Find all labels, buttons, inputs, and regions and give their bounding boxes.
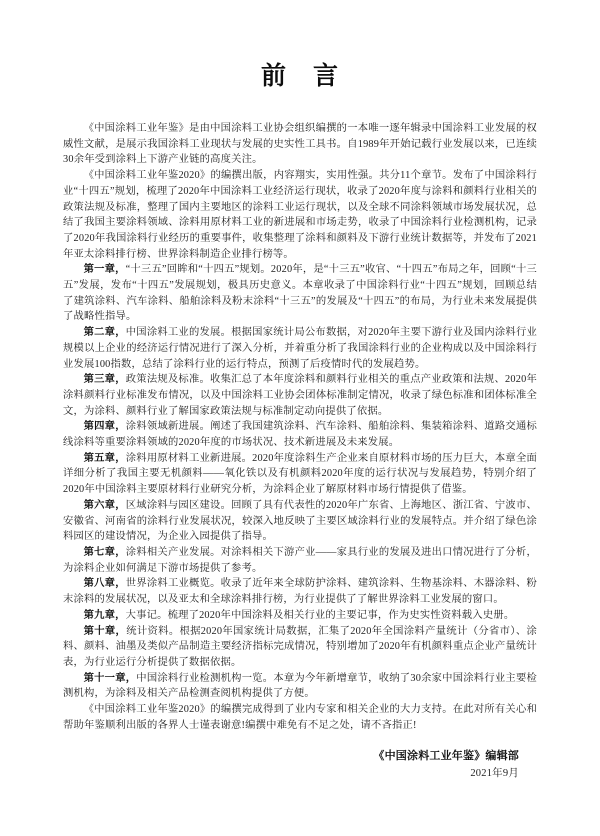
chapter-5-paragraph [63,451,537,498]
chapter-7-label: 第七章， [83,546,126,558]
paragraph-text: 中国涂料工业的发展。根据国家统计局公布数据，对2020年主要下游行业及国内涂料行业规模以上企业的经济运行情况进行了深入分析，并着重分析了我国涂料行业的企业构成以及中国涂料行业发展100指数，总结了涂料行业的运行特点，预测了后疫情时代的发展趋势。 [63,327,537,370]
chapter-1-label: 第一章， [83,264,126,276]
chapter-9-label: 第九章， [83,609,126,621]
paragraph-text: 区域涂料与园区建设。回顾了具有代表性的2020年广东省、上海地区、浙江省、宁波市、安徽省、河南省的涂料行业发展状况，较深入地反映了主要区域涂料行业的发展特点。并介绍了绿色涂料园区的建设情况，为企业入园提供了指导。 [63,499,537,543]
chapter-1-paragraph [63,262,537,325]
paragraph-text: 涂料相关产业发展。对涂料相关下游产业——家具行业的发展及进出口情况进行了分析，为涂料企业如何满足下游市场提供了参考。 [63,546,537,574]
paragraph-text: 世界涂料工业概览。收录了近年来全球防护涂料、建筑涂料、生物基涂料、木器涂料、粉末涂料的发展状况，以及亚太和全球涂料排行榜，为行业提供了了解世界涂料工业发展的窗口。 [63,578,537,606]
paragraph-text: 《中国涂料工业年鉴》是由中国涂料工业协会组织编撰的一本唯一逐年辑录中国涂料工业发展的权威性文献，是展示我国涂料工业现状与发展的史实性工具书。自1989年开始记载行业发展以来，已连续30余年受到涂料上下游产业链的高度关注。 [63,123,537,166]
chapter-10-paragraph [63,624,537,671]
paragraph-text: 《中国涂料工业年鉴2020》的编撰完成得到了业内专家和相关企业的大力支持。在此对所有关心和帮助年鉴顺利出版的各界人士谨表谢意!编撰中难免有不足之处，请不吝指正! [63,704,537,731]
signature-editor: 《中国涂料工业年鉴》编辑部 [373,750,519,763]
chapter-2-label: 第二章， [83,327,126,339]
chapter-8-paragraph [63,576,537,607]
signature-date: 2021年9月 [470,768,519,780]
chapter-11-paragraph [63,671,537,702]
paragraph-text: 政策法规及标准。收集汇总了本年度涂料和颜料行业相关的重点产业政策和法规、2020年涂料颜料行业标准发布情况，以及中国涂料工业协会团体标准制定情况，收录了绿色标准和团体标准全文，为涂料、颜料行业了解国家政策法规与标准制定动向提供了依据。 [63,374,537,417]
chapter-4-label: 第四章， [83,421,126,433]
chapter-5-label: 第五章， [83,452,126,464]
chapter-9-paragraph [63,608,537,624]
paragraph-text: 涂料用原材料工业新进展。2020年度涂料生产企业来自原材料市场的压力巨大，本章全面详细分析了我国主要无机颜料——氧化铁以及有机颜料2020年度的运行状况与发展趋势，特别介绍了2020年中国涂料主要原材料行业研究分析，为涂料企业了解原材料市场行情提供了借鉴。 [63,452,537,496]
chapter-11-label: 第十一章， [83,672,137,684]
chapter-4-paragraph [63,419,537,450]
page-title: 前 言 [260,63,339,90]
paragraph-text: 大事记。梳理了2020年中国涂料及相关行业的主要记事，作为史实性资料载入史册。 [125,609,515,621]
signature-block [63,747,537,783]
paragraph-text: “十三五”回眸和“十四五”规划。2020年，是“十三五”收官、“十四五”布局之年，回顾“十三五”发展，发布“十四五”发展规划，极具历史意义。本章收录了中国涂料行业“十四五”规划，回顾总结了建筑涂料、汽车涂料、船舶涂料及粉末涂料“十三五”的发展及“十四五”的布局，为行业未来发展提供了战略性指导。 [63,264,537,323]
paragraph-text: 《中国涂料工业年鉴2020》的编撰出版，内容翔实，实用性强。共分11个章节。发布了中国涂料行业“十四五”规划，梳理了2020年中国涂料工业经济运行现状，收录了2020年度与涂料和颜料行业相关的政策法规及标准，整理了国内主要地区的涂料工业运行现状，以及全球不同涂料领域市场发展状况，总结了我国主要涂料领域、涂料用原材料工业的新进展和市场走势，收录了中国涂料行业检测机构，记录了2020年我国涂料行业经历的重要事件，收集整理了涂料和颜料及下游行业统计数据等，并发布了2021年亚太涂料排行榜、世界涂料制造企业排行榜等。 [63,170,537,260]
chapter-6-paragraph [63,498,537,545]
chapter-3-label: 第三章， [83,374,126,386]
chapter-8-label: 第八章， [83,578,126,590]
preface-paragraph-intro-2 [63,168,537,262]
chapter-6-label: 第六章， [83,499,126,511]
chapter-7-paragraph [63,545,537,576]
preface-paragraph-closing [63,702,537,733]
preface-paragraph-intro-1 [63,121,537,168]
paragraph-text: 涂料领域新进展。阐述了我国建筑涂料、汽车涂料、船舶涂料、集装箱涂料、道路交通标线涂料等重要涂料领域的2020年度的市场状况、技术新进展及未来发展。 [63,421,537,449]
chapter-10-label: 第十章， [83,625,127,637]
chapter-2-paragraph [63,325,537,372]
preface-body [63,121,537,783]
paragraph-text: 中国涂料行业检测机构一览。本章为今年新增章节，收纳了30余家中国涂料行业主要检测机构，为涂料及相关产品检测查阅机构提供了方便。 [63,672,537,700]
chapter-3-paragraph [63,372,537,419]
paragraph-text: 统计资料。根据2020年国家统计局数据，汇集了2020年全国涂料产量统计（分省市）、涂料、颜料、油墨及类似产品制造主要经济指标完成情况，特别增加了2020年有机颜料重点企业产量统计表，为行业运行分析提供了数据依据。 [63,625,537,668]
